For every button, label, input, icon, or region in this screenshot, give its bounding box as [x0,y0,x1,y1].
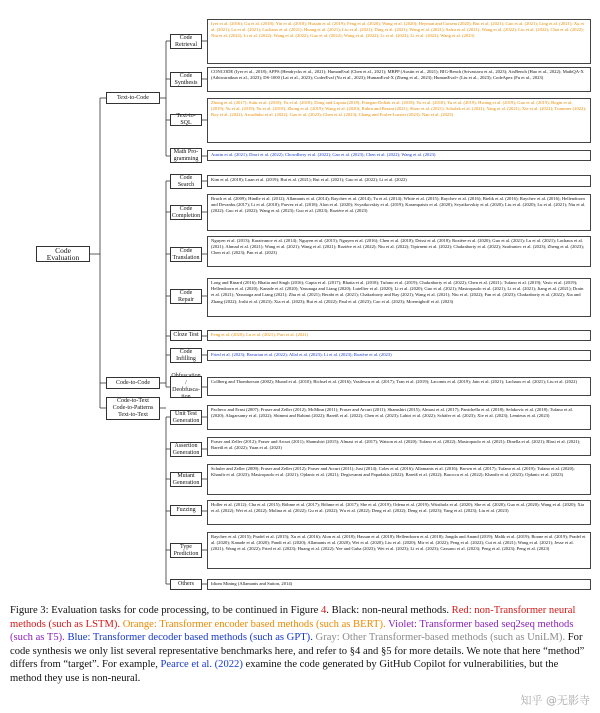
task-code-search: Code Search [170,174,202,189]
task-type-prediction: Type Prediction [170,543,202,558]
refs-unit-test-generation: Pacheco and Ernst (2007); Fraser and Zeller (2012); McMinn (2011); Fraser and Arcuri (2011); Shamshiri (2015); Almasi et al. (2017); Panichella et al. (2018); Selakovic et al. (2018); Tufano et al. (2020); Alagarsamy et al. (2022); Shimmi and Rahimi (2022); Bareiß et al. (2022); Chen et al. (2023); Lahiri et al. (2022); Schäfer et al. (2023); Xie et al. (2023); Lemieux et al. (2023) [207,405,591,430]
caption-tail: examine the code generated by GitHub Copilot for vulnerabilities, but the method they use is non-neural. [10,659,559,684]
caption-violet-legend: Violet: Transformer based seq2seq methods (such as T5). [10,618,574,644]
task-code-repair: Code Repair [170,289,202,304]
refs-fuzzing: Holler et al. (2012); Cha et al. (2015); Böhme et al. (2017); Böhme et al. (2017); She et al. (2019); Odena et al. (2019); Wüstholz et al. (2020); She et al. (2020); Guo et al. (2020); Wang et al. (2020); Xia et al. (2022); Wei et al. (2022); Molina et al. (2022); Gu et al. (2022); Wu et al. (2022); Deng et al. (2022); Deng et al. (2023); Yang et al. (2023); Liu et al. (2023) [207,500,591,525]
category-code-to-text: Code-to-Text Code-to-Patterns Text-to-Text [106,397,160,420]
caption-gray-legend: Gray: Other Transformer-based methods (such as UniLM). [315,632,566,644]
watermark: 知乎 @无影寺 [520,694,590,707]
task-code-synthesis: Code Synthesis [170,72,202,87]
caption-lead: Figure 3: Evaluation tasks for code processing, to be continued in Figure [10,605,319,616]
category-text-to-code: Text-to-Code [106,92,160,104]
caption-note: For code synthesis we only list several representative benchmarks here, and refer to §4 and §5 for more details. We note that here “method” differs from “target”. For example, [10,632,585,671]
task-unit-test-generation: Unit Test Generation [170,410,202,425]
task-mutant-generation: Mutant Generation [170,472,202,487]
caption-orange-legend: Orange: Transformer encoder based methods (such as BERT). [122,618,386,630]
task-code-infilling: Code Infilling [170,348,202,363]
caption-red-legend: Red: non-Transformer neural methods (such as LSTM). [10,605,576,630]
task-code-completion: Code Completion [171,205,201,219]
category-code-to-code: Code-to-Code [106,377,160,389]
caption-citation-link[interactable]: Pearce et al. (2022) [160,659,243,671]
task-assertion-generation: Assertion Generation [170,442,202,457]
refs-code-translation: Nguyen et al. (2013); Karaivanov et al. (2014); Nguyen et al. (2015); Nguyen et al. (2016); Chen et al. (2018); Drissi et al. (2018); Rozière et al. (2020); Guo et al. (2021); Lu et al. (2021); Lachaux et al. (2021); Ahmad et al. (2021); Wang et al. (2021); Wang et al. (2021); Rozière et al. (2022); Niu et al. (2022); Tipirneni et al. (2022); Chakraborty et al. (2022); Szafraniec et al. (2023); Zheng et al. (2023); Chen et al. (2023); Pan et al. (2023) [207,236,591,267]
refs-code-retrieval: Iyer et al. (2016); Gu et al. (2018); Yin et al. (2018); Husain et al. (2019); Feng et al. (2020); Wang et al. (2020); Heyman and Cutsem (2020); Bui et al. (2021); Guo et al. (2021); Ling et al. (2021); Xu et al. (2021); Lu et al. (2021); Lachaux et al. (2021); Huang et al. (2021); Liu et al. (2021); Ding et al. (2021); Wang et al. (2021); Salza et al. (2021); Wang et al. (2022); Liu et al. (2022); Chai et al. (2022); Niu et al. (2022); Li et al. (2022); Wang et al. (2022); Guo et al. (2022); Wang et al. (2022); Li et al. (2022); Li et al. (2022); Wang et al. (2023) [207,19,591,64]
refs-obfuscation: Collberg and Thomborson (2002); Murad et al. (2010); Bichsel et al. (2016); Vasilescu et al. (2017); Tran et al. (2019); Lacomis et al. (2019); Jain et al. (2021); Lachaux et al. (2021); Liu et al. (2022) [207,377,591,396]
task-cloze-test: Cloze Test [170,330,202,341]
caption-figure-link[interactable]: 4 [321,605,327,616]
caption-black-legend: . Black: non-neural methods. [326,605,449,616]
refs-math-programming: Austin et al. (2021); Drori et al. (2022); Chowdhery et al. (2022); Gao et al. (2023); Chen et al. (2022); Wang et al. (2023) [207,150,591,161]
refs-assertion-generation: Fraser and Zeller (2012); Fraser and Arcuri (2011); Shamshiri (2015); Almasi et al. (2017); Watson et al. (2020); Tufano et al. (2022); Mastropaolo et al. (2021); Dinella et al. (2021); Blasi et al. (2021); Bareiß et al. (2022); Yuan et al. (2023) [207,437,591,456]
refs-others: Idiom Mining (Allamanis and Sutton, 2014) [207,579,591,590]
task-others: Others [170,579,202,590]
task-math-programming: Math Pro- gramming [170,148,202,163]
task-code-retrieval: Code Retrieval [170,34,202,49]
figure-caption [10,604,592,686]
task-code-translation: Code Translation [170,247,202,262]
task-obfuscation: Obfuscation / Deobfusca- tion [171,373,201,400]
refs-type-prediction: Raychev et al. (2015); Pradel et al. (2015); Xu et al. (2016); Alon et al. (2018); Hassan et al. (2018); Hellendoorn et al. (2018); Jangda and Anand (2019); Malik et al. (2019); Boone et al. (2019); Pradel et al. (2020); Kanade et al. (2020); Pandi et al. (2020); Allamanis et al. (2020); Wei et al. (2020); Liu et al. (2020); Mir et al. (2022); Peng et al. (2022); Cui et al. (2021); Wang et al. (2021); Jesse et al. (2021); Wang et al. (2022); Fried et al. (2023); Huang et al. (2022); Yee and Guha (2023); Wei et al. (2023); Li et al. (2023); Cassano et al. (2023); Peng et al. (2023); Peng et al. (2023) [207,532,591,569]
refs-code-search: Kim et al. (2018); Luan et al. (2019); Bui et al. (2021); Bui et al. (2021); Guo et al. (2022); Li et al. (2022) [207,175,591,187]
caption-blue-legend: Blue: Transformer decoder based methods (such as GPT). [67,632,313,644]
refs-mutant-generation: Schuler and Zeller (2009); Fraser and Zeller (2012); Fraser and Arcuri (2011); Just (2014); Coles et al. (2016); Allamanis et al. (2016); Brown et al. (2017); Tufano et al. (2019); Tufano et al. (2020); Khanfir et al. (2023); Mastropaolo et al. (2021); Ojdanic et al. (2021); Degiovanni and Papadakis (2022); Bareiß et al. (2022); Baroccu et al. (2022); Khanfir et al. (2023); Ojdanic et al. (2023) [207,464,591,495]
tree-root: Code Evaluation [36,246,90,262]
refs-code-infilling: Fried et al. (2023); Bavarian et al. (2022); Allal et al. (2023); Li et al. (2023); Rozière et al. (2023) [207,350,591,361]
refs-text-to-sql: Zhong et al. (2017); Suhr et al. (2018); Yu et al. (2018); Dong and Lapata (2018); Finegan-Dollak et al. (2018); Yu et al. (2018); Yu et al. (2019); Hwang et al. (2019); Guo et al. (2019); Bogin et al. (2019); Yu et al. (2019); Yu et al. (2019); Zhong et al. (2019); Wang et al. (2020); Rubin and Berant (2021); Shaw et al. (2021); Scholak et al. (2021); Yang et al. (2021); Xie et al. (2022); Trummer (2022); Roy et al. (2022); Arcadinho et al. (2022); Gao et al. (2023); Chen et al. (2023); Chang and Fosler-Lussier (2023); Nan et al. (2023) [207,98,591,143]
refs-code-synthesis: CONCODE (Iyer et al., 2018); APPS (Hendrycks et al., 2021); HumanEval (Chen et al., 2021); MBPP (Austin et al., 2021); BIG-Bench (Srivastava et al., 2023); AixBench (Hao et al., 2022); MathQA-X (Athiwaratkun et al., 2023); DS-1000 (Lai et al., 2023); CoderEval (Yu et al., 2023); HumanEval-X (Zheng et al., 2023); HumanEval+ (Liu et al., 2023); CodeApex (Fu et al., 2023) [207,67,591,92]
refs-code-repair: Long and Rinard (2016); Bhatia and Singh (2016); Gupta et al. (2017); Bhatia et al. (2018); Tufano et al. (2019); Chakraborty et al. (2022); Chen et al. (2021); Tufano et al. (2019); Vasic et al. (2019); Hellendoorn et al. (2020); Kanade et al. (2020); Yasunaga and Liang (2020); Lutellier et al. (2020); Li et al. (2020); Guo et al. (2021); Mastropaolo et al. (2021); Li et al. (2021); Jiang et al. (2021); Drain et al. (2021); Yasunaga and Liang (2021); Zhu et al. (2021); Berabi et al. (2021); Chakraborty and Ray (2021); Wang et al. (2021); Niu et al. (2022); Fan et al. (2023); Chakraborty et al. (2022); Xia and Zhang (2022); Joshi et al. (2023); Xia et al. (2023); Bui et al. (2022); Paul et al. (2023); Cao et al. (2023); Moernighoff et al. (2023) [207,278,591,317]
task-text-to-sql: Text-to-SQL [170,114,202,126]
refs-code-completion: Bruch et al. (2009); Hindle et al. (2012); Allamanis et al. (2014); Raychev et al. (2014); Tu et al. (2014); White et al. (2015); Raychev et al. (2016); Bielik et al. (2016); Raychev et al. (2016); Hellendoorn and Devanbu (2017); Li et al. (2018); Parvez et al. (2018); Alon et al. (2020); Svyatkovskiy et al. (2019); Karampatsis et al. (2020); Svyatkovskiy et al. (2020); Liu et al. (2020); Lu et al. (2021); Niu et al. (2022); Guo et al. (2022); Wang et al. (2023); Guo et al. (2023); Rozière et al. (2023) [207,194,591,231]
task-fuzzing: Fuzzing [170,505,202,516]
refs-cloze-test: Feng et al. (2020); Lu et al. (2021); Puri et al. (2021) [207,330,591,341]
